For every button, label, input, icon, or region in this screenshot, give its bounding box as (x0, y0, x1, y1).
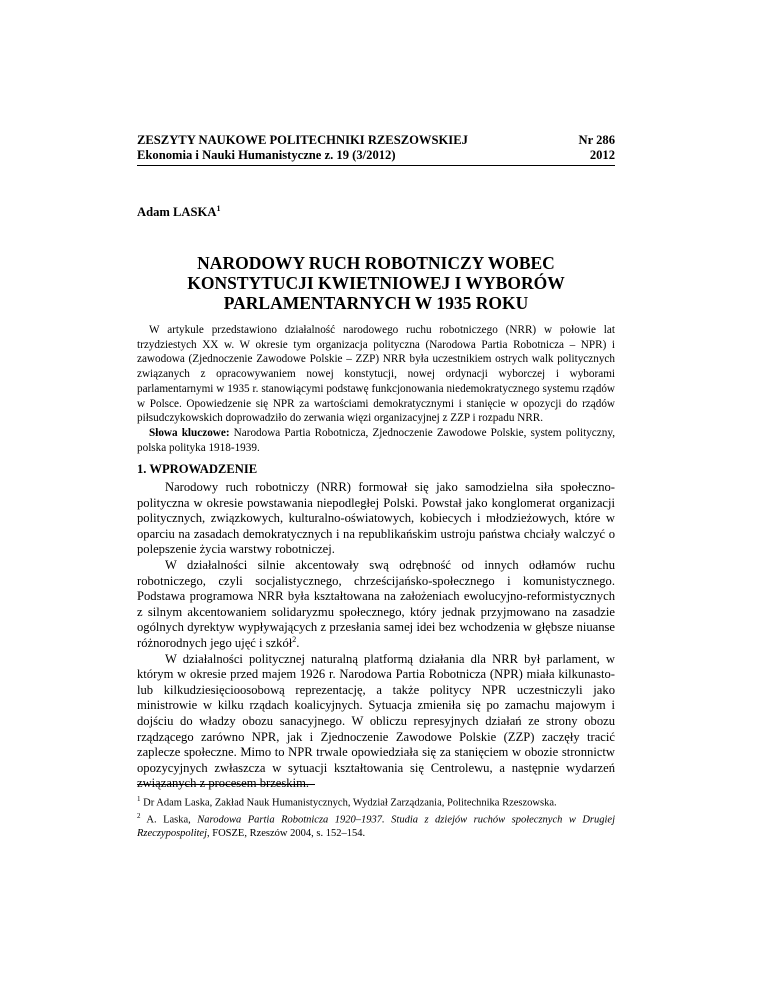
footnote-1-text: Dr Adam Laska, Zakład Nauk Humanistycznych, Wydział Zarządzania, Politechnika Rzeszowska. (140, 797, 557, 809)
footnote-2-mark: 2 (137, 812, 141, 820)
body-text (137, 480, 615, 792)
article-title (137, 253, 615, 313)
paragraph-2-end: . (296, 635, 300, 650)
title-line-3: PARLAMENTARNYCH W 1935 ROKU (223, 293, 529, 313)
paragraph-2-text: W działalności silnie akcentowały swą odrębność od innych odłamów ruchu robotniczego, czyli socjalistycznego, chrześcijańsko-społecznego i komunistycznego. Podstawa programowa NRR była kształtowana na założeniach ewolucyjno-reformistycznych z silnym akcentowaniem solidaryzmu społecznego, który jednak przyjmowano na zasadzie ogólnych dyrektyw wypływających z przesłania samej idei bez wchodzenia w głębsze niuanse różnorodnych jego ujęć i szkół (137, 557, 615, 650)
author (137, 204, 220, 220)
journal-series: Ekonomia i Nauki Humanistyczne z. 19 (3/2012) (137, 148, 396, 162)
footnote-1-mark: 1 (137, 795, 141, 803)
paragraph-1: Narodowy ruch robotniczy (NRR) formował się jako samodzielna siła społeczno-polityczna w okresie powstawania niepodległej Polski. Powstał jako konglomerat organizacji politycznych, związkowych, kulturalno-oświatowych, kobiecych i młodzieżowych, które w oparciu na zasadach demokratycznych i na republikańskim ustroju państwa chciały walczyć o polepszenie życia warstwy robotniczej. (137, 480, 615, 557)
keywords-label: Słowa kluczowe: (149, 426, 230, 439)
paragraph-3: W działalności politycznej naturalną platformą działania dla NRR był parlament, w którym w okresie przed majem 1926 r. Narodowa Partia Robotnicza (NPR) miała kilkunasto- lub kilkudziesięcioosobową reprezentację, a także politycy NPR uczestniczyli jako ministrowie w kilku rządach koalicyjnych. Sytuacja zmieniła się po zamachu majowym i dojściu do władzy obozu sanacyjnego. W obliczu represyjnych działań ze strony obozu rządzącego zarówno NPR, jak i Zjednoczenie Zawodowe Polskie (ZZP) zaczęły tracić zaplecze społeczne. Mimo to NPR trwale opowiedziała się za stanięciem w obozie stronnictw opozycyjnych zwłaszcza w sytuacji kształtowania się Centrolewu, a następnie wydarzeń związanych z procesem brzeskim. (137, 651, 615, 791)
footnote-2-post: , FOSZE, Rzeszów 2004, s. 152–154. (206, 828, 366, 839)
keywords-list: Narodowa Partia Robotnicza, Zjednoczenie Zawodowe Polskie, system polityczny, polska polityka 1918-1939. (137, 426, 615, 454)
paragraph-2 (137, 558, 615, 652)
footnotes (137, 793, 615, 841)
journal-header (137, 133, 615, 166)
footnote-1 (137, 793, 615, 810)
issue-year: 2012 (589, 148, 615, 162)
keywords (137, 426, 615, 455)
footnote-separator (137, 784, 315, 785)
abstract-text: W artykule przedstawiono działalność narodowego ruchu robotniczego (NRR) w połowie lat trzydziestych XX w. W okresie tym organizacja polityczna (Narodowa Partia Robotnicza – NPR) i zawodowa (Zjednoczenie Zawodowe Polskie – ZZP) NRR była uczestnikiem ostrych walk politycznych związanych z opracowywaniem nowej konstytucji, nowej ordynacji wyborczej i wyborami parlamentarnymi w 1935 r. stanowiącymi podstawę funkcjonowania niedemokratycznego systemu rządów w Polsce. Opowiedzenie się NPR za wartościami demokratycznymi i stanięcie w opozycji do rządów piłsudczykowskich doprowadziło do zerwania więzi organizacyjnej z ZZP i rozpadu NRR. (137, 324, 615, 425)
author-name: Adam LASKA (137, 205, 217, 220)
footnote-2 (137, 810, 615, 841)
title-line-1: NARODOWY RUCH ROBOTNICZY WOBEC (197, 253, 555, 273)
footnote-2-title: Narodowa Partia Robotnicza 1920–1937. Studia z dziejów ruchów społecznych w Drugiej Rzeczypospolitej (137, 814, 615, 839)
footnote-2-pre: A. Laska, (140, 814, 198, 826)
issue-number: Nr 286 (578, 133, 615, 147)
title-line-2: KONSTYTUCJI KWIETNIOWEJ I WYBORÓW (187, 273, 565, 293)
author-footnote-mark: 1 (216, 204, 221, 213)
abstract (137, 323, 615, 455)
section-heading: 1. WPROWADZENIE (137, 462, 258, 476)
journal-name: ZESZYTY NAUKOWE POLITECHNIKI RZESZOWSKIEJ (137, 133, 468, 147)
footnote-ref-2: 2 (292, 634, 297, 644)
